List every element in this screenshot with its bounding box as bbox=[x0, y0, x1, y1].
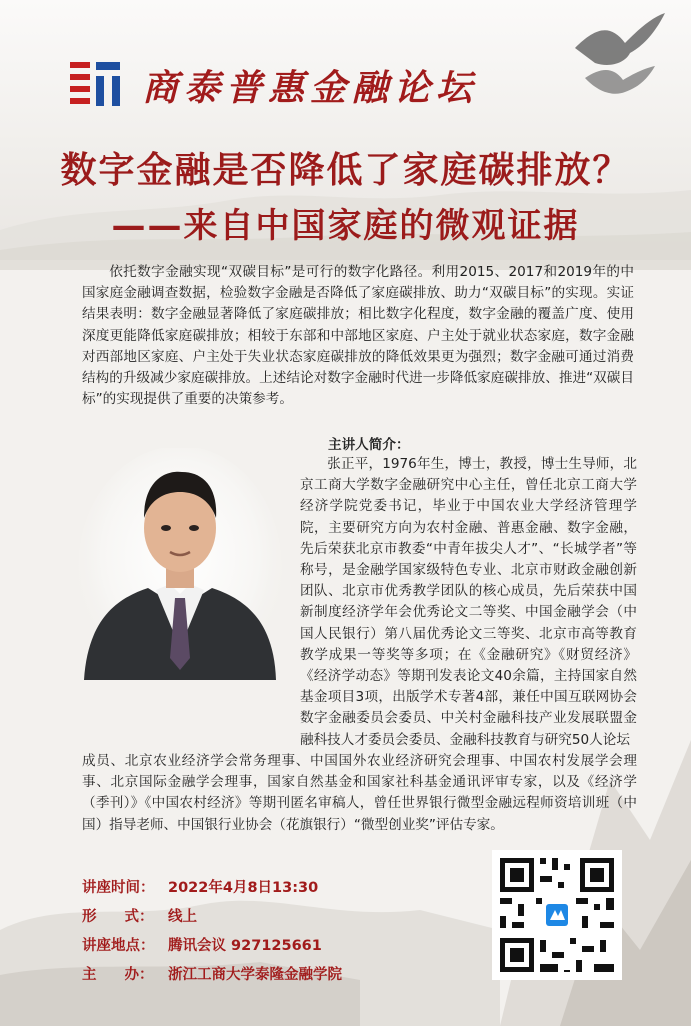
forum-name: 商泰普惠金融论坛 bbox=[142, 67, 479, 109]
lecture-format-label: 形 式： bbox=[82, 909, 154, 925]
lecture-host-value: 浙江工商大学泰隆金融学院 bbox=[168, 967, 342, 983]
forum-logo-icon bbox=[68, 58, 122, 112]
forum-header bbox=[68, 50, 628, 114]
lecture-format bbox=[82, 905, 197, 926]
speaker-bio-continued: 成员、北京农业经济学会常务理事、中国国外农业经济研究会理事、中国农村发展学会理事、北京国际金融学会理事，国家自然基金和国家社科基金通讯评审专家，以及《经济学（季刊）》《中国农村经济》等期刊匿名审稿人，曾任世界银行微型金融远程师资培训班（中国）指导老师、中国银行业协会（花旗银行）“微型创业奖”评估专家。 bbox=[82, 753, 637, 833]
lecture-place-label: 讲座地点： bbox=[82, 938, 155, 954]
lecture-host bbox=[82, 963, 342, 984]
speaker-bio: 张正平，1976年生，博士，教授，博士生导师，北京工商大学数字金融研究中心主任，曾任北京工商大学经济学院党委书记，毕业于中国农业大学经济管理学院，主要研究方向为农村金融、普惠金融、数字金融，先后荣获北京市教委“中青年拔尖人才”、“长城学者”等称号，是金融学国家级特色专业、北京市财政金融创新团队、北京市优秀教学团队的核心成员，先后荣获中国新制度经济学年会优秀论文二等奖、中国金融学会（中国人民银行）第八届优秀论文三等奖、北京市高等教育教学成果一等奖等多项；在《金融研究》《财贸经济》《经济学动态》等期刊发表论文40余篇，主持国家自然基金项目3项，出版学术专著4部，兼任中国互联网协会数字金融委员会委员、中关村金融科技产业发展联盟金融科技人才委员会委员、金融科技教育与研究50人论坛 bbox=[300, 456, 637, 748]
lecture-time-label: 讲座时间： bbox=[82, 880, 155, 896]
lecture-time-value: 2022年4月8日13:30 bbox=[168, 880, 319, 896]
lecture-place-value: 腾讯会议 927125661 bbox=[168, 938, 322, 954]
lecture-host-label: 主 办： bbox=[82, 967, 154, 983]
flying-cranes-icon bbox=[555, 8, 675, 118]
talk-title: 数字金融是否降低了家庭碳排放？ bbox=[60, 150, 631, 191]
lecture-place bbox=[82, 934, 322, 955]
speaker-heading: 主讲人简介： bbox=[328, 437, 410, 453]
lecture-time bbox=[82, 876, 318, 897]
speaker-photo bbox=[78, 448, 282, 692]
talk-subtitle: ——来自中国家庭的微观证据 bbox=[111, 206, 580, 246]
qr-code-icon[interactable] bbox=[492, 850, 622, 980]
talk-abstract: 依托数字金融实现“双碳目标”是可行的数字化路径。利用2015、2017和2019年的中国家庭金融调查数据，检验数字金融是否降低了家庭碳排放、助力“双碳目标”的实现。实证结果表明：数字金融显著降低了家庭碳排放；相比数字化程度，数字金融的覆盖广度、使用深度更能降低家庭碳排放；相较于东部和中部地区家庭、户主处于就业状态家庭，数字金融对西部地区家庭、户主处于失业状态家庭碳排放的降低效果更为强烈；数字金融可通过消费结构的升级减少家庭碳排放。上述结论对数字金融时代进一步降低家庭碳排放、推进“双碳目标”的实现提供了重要的决策参考。 bbox=[82, 264, 634, 408]
lecture-format-value: 线上 bbox=[168, 909, 197, 925]
